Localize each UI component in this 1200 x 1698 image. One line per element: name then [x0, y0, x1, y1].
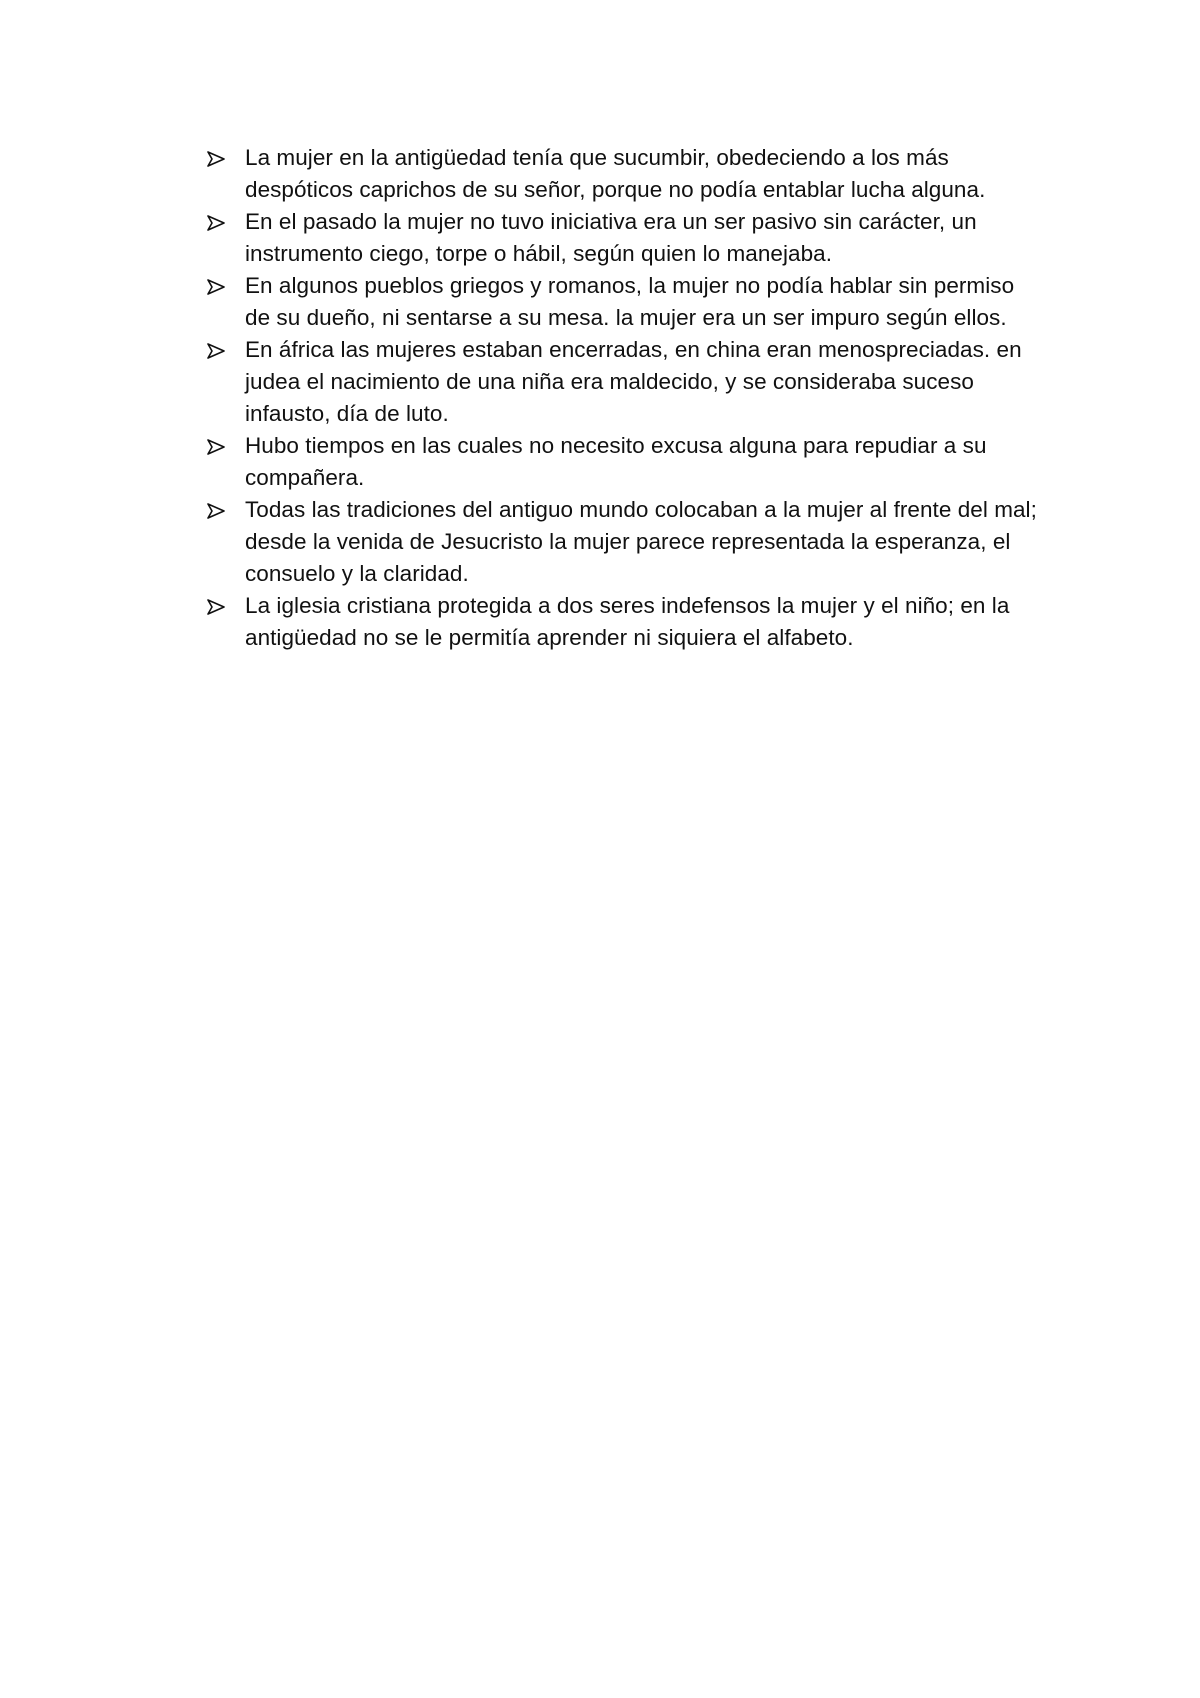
list-item-text: En el pasado la mujer no tuvo iniciativa era un ser pasivo sin carácter, un instrumento ciego, torpe o hábil, según quien lo manejaba.: [245, 209, 977, 266]
list-item-text: En áfrica las mujeres estaban encerradas, en china eran menospreciadas. en judea el nacimiento de una niña era maldecido, y se consideraba suceso infausto, día de luto.: [245, 337, 1022, 426]
list-item: [207, 270, 1037, 334]
list-item: [207, 334, 1037, 430]
list-item-text: En algunos pueblos griegos y romanos, la mujer no podía hablar sin permiso de su dueño, ni sentarse a su mesa. la mujer era un ser impuro según ellos.: [245, 273, 1015, 330]
bullet-list: [207, 142, 1037, 654]
arrowhead-bullet-icon: [207, 439, 225, 455]
arrowhead-bullet-icon: [207, 215, 225, 231]
list-item: [207, 142, 1037, 206]
list-item-text: Todas las tradiciones del antiguo mundo colocaban a la mujer al frente del mal; desde la venida de Jesucristo la mujer parece representada la esperanza, el consuelo y la claridad.: [245, 497, 1037, 586]
list-item-text: La mujer en la antigüedad tenía que sucumbir, obedeciendo a los más despóticos caprichos de su señor, porque no podía entablar lucha alguna.: [245, 145, 986, 202]
arrowhead-bullet-icon: [207, 503, 225, 519]
list-item: [207, 590, 1037, 654]
list-item: [207, 430, 1037, 494]
arrowhead-bullet-icon: [207, 279, 225, 295]
list-item-text: La iglesia cristiana protegida a dos seres indefensos la mujer y el niño; en la antigüedad no se le permitía aprender ni siquiera el alfabeto.: [245, 593, 1010, 650]
list-item-text: Hubo tiempos en las cuales no necesito excusa alguna para repudiar a su compañera.: [245, 433, 987, 490]
list-item: [207, 206, 1037, 270]
arrowhead-bullet-icon: [207, 151, 225, 167]
arrowhead-bullet-icon: [207, 599, 225, 615]
list-item: [207, 494, 1037, 590]
arrowhead-bullet-icon: [207, 343, 225, 359]
